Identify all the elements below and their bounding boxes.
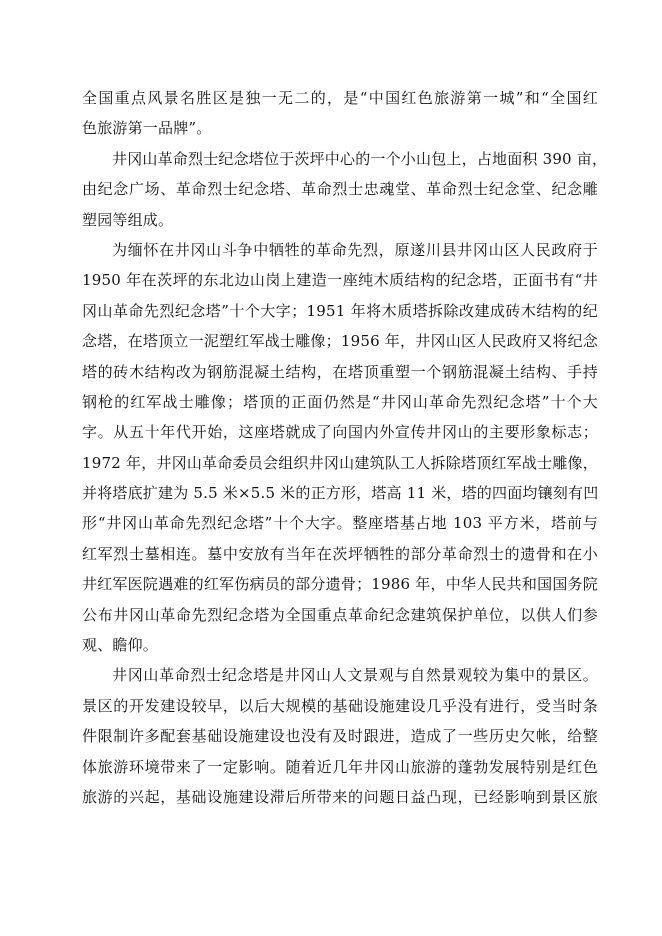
text-line: 公布井冈山革命先烈纪念塔为全国重点革命纪念建筑保护单位，以供人们参: [82, 605, 598, 624]
text-line: 念塔，在塔顶立一泥塑红军战士雕像；1956 年，井冈山区人民政府又将纪念: [82, 332, 598, 351]
text-line: 旅游的兴起，基础设施建设滞后所带来的问题日益凸现，已经影响到景区旅: [82, 787, 598, 806]
text-line: 冈山革命先烈纪念塔”十个大字；1951 年将木质塔拆除改建成砖木结构的纪: [82, 301, 598, 320]
text-line: 塔的砖木结构改为钢筋混凝土结构，在塔顶重塑一个钢筋混凝土结构、手持: [82, 362, 598, 381]
text-line: 全国重点风景名胜区是独一无二的，是“中国红色旅游第一城”和“全国红: [82, 89, 598, 107]
document-page: [82, 83, 608, 812]
text-line: 并将塔底扩建为 5.5 米×5.5 米的正方形，塔高 11 米，塔的四面均镶刻有凹: [82, 484, 599, 503]
text-line: 塑园等组成。: [82, 210, 174, 229]
text-line: 体旅游环境带来了一定影响。随着近几年井冈山旅游的蓬勃发展特别是红色: [82, 757, 598, 776]
text-line: 观、瞻仰。: [82, 636, 159, 655]
text-line: 景区的开发建设较早，以后大规模的基础设施建设几乎没有进行，受当时条: [82, 696, 598, 715]
text-line: 为缅怀在井冈山斗争中牺牲的革命先烈，原遂川县井冈山区人民政府于: [112, 240, 598, 259]
paragraph-4: [82, 660, 598, 812]
text-line: 红军烈士墓相连。墓中安放有当年在茨坪牺牲的部分革命烈士的遗骨和在小: [82, 544, 598, 563]
paragraph-3: [82, 235, 598, 660]
text-line: 井冈山革命烈士纪念塔是井冈山人文景观与自然景观较为集中的景区。: [112, 666, 598, 685]
text-line: 井红军医院遇难的红军伤病员的部分遗骨；1986 年，中华人民共和国国务院: [82, 575, 598, 594]
text-line: 字。从五十年代开始，这座塔就成了向国内外宣传井冈山的主要形象标志；: [82, 423, 598, 442]
text-line: 井冈山革命烈士纪念塔位于茨坪中心的一个小山包上，占地面积 390 亩，: [112, 149, 608, 168]
text-line: 1972 年，井冈山革命委员会组织井冈山建筑队工人拆除塔顶红军战士雕像，: [82, 453, 598, 472]
text-line: 件限制许多配套基础设施建设也没有及时跟进，造成了一些历史欠帐，给整: [82, 727, 598, 746]
text-line: 1950 年在茨坪的东北边山岗上建造一座纯木质结构的纪念塔，正面书有“井: [82, 271, 598, 290]
text-line: 色旅游第一品牌”。: [82, 119, 212, 138]
paragraph-2: [82, 144, 608, 235]
paragraph-1: [82, 83, 598, 144]
text-line: 钢枪的红军战士雕像；塔顶的正面仍然是“井冈山革命先烈纪念塔”十个大: [82, 392, 598, 411]
text-line: 由纪念广场、革命烈士纪念塔、革命烈士忠魂堂、革命烈士纪念堂、纪念雕: [82, 180, 598, 199]
text-line: 形“井冈山革命先烈纪念塔”十个大字。整座塔基占地 103 平方米，塔前与: [82, 514, 598, 533]
